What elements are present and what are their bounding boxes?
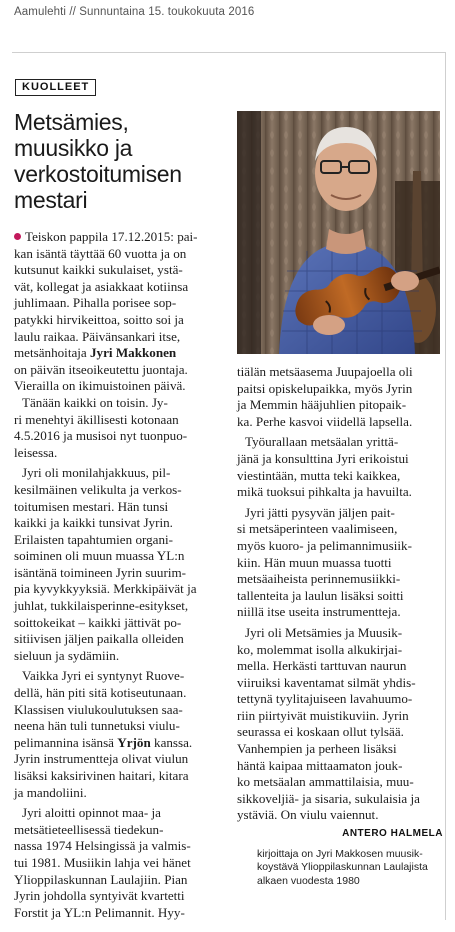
text-line: häntä kaipaa mittaamaton jouk-	[237, 757, 403, 773]
text-line: toitumisen mestari. Hän tunsi	[14, 498, 169, 514]
text-line: pia kyvykkyyksiä. Merkkipäivät ja	[14, 581, 197, 597]
paragraph	[237, 505, 443, 621]
bullet-icon	[14, 233, 21, 240]
text-line: sitiivisen jäljen paikalla olleiden	[14, 631, 184, 647]
text-line: Jyri aloitti opinnot maa- ja	[22, 805, 161, 821]
caption-line: kirjoittaja on Jyri Makkosen muusik-	[257, 847, 423, 860]
caption-line: koystävä Ylioppilaskunnan Laulajista	[257, 861, 428, 874]
text-line: Ylioppilaskunnan Laulajiin. Pian	[14, 871, 188, 887]
text-line: ja mandoliini.	[14, 784, 87, 800]
right-divider	[445, 52, 446, 920]
text-line: metsätieteellisessä tiedekun-	[14, 821, 164, 837]
text-line: seurassa ei koskaan ollut tylsää.	[237, 724, 404, 740]
text-line: ka. Perhe kasvoi viidellä lapsella.	[237, 413, 413, 429]
text-line: Erilaisten tapahtumien organi-	[14, 531, 174, 547]
right-column	[237, 364, 443, 888]
text-fragment: pelimannina isänsä	[14, 734, 118, 750]
lead-line: vät, kollegat ja asiakkaat kotiinsa	[14, 278, 189, 294]
text-line: ystäviä. On viulu vaiennut.	[237, 807, 379, 823]
name-prefix: metsänhoitaja	[14, 345, 90, 361]
paragraph	[237, 625, 443, 824]
father-name: Yrjön	[117, 734, 151, 750]
text-line: Työurallaan metsäalan yrittä-	[245, 434, 399, 450]
text-fragment: kanssa.	[150, 734, 193, 750]
text-line: tallenteita ja laulun lisäksi soitti	[237, 587, 404, 603]
lead-line: kutsunut kaikki sukulaiset, ystä-	[14, 262, 183, 278]
text-line: leisessa.	[14, 444, 58, 460]
text-line: kaikki ja kaikki tunsivat Jyrin.	[14, 515, 173, 531]
text-line: soiminen oli muun muassa YL:n	[14, 548, 185, 564]
text-line: myös kuoro- ja pelimannimusiik-	[237, 537, 412, 553]
text-line: ko, molemmat isolla alkukirjai-	[237, 641, 403, 657]
top-divider	[12, 52, 445, 53]
text-line: nassa 1974 Helsingissä ja valmis-	[14, 838, 191, 854]
text-line: Klassisen viulukoulutuksen saa-	[14, 701, 183, 717]
text-line: niillä itse useita instrumentteja.	[237, 604, 401, 620]
text-line: sieluun ja sydämiin.	[14, 647, 120, 663]
lead-line: juhlimaan. Pihalla porisee sop-	[14, 295, 177, 311]
text-line: ja Memmin hääjuhlien pitopaik-	[237, 397, 407, 413]
text-line: ko metsäalan ammattilaisia, muu-	[237, 774, 414, 790]
lead-first-line: Teiskon pappila 17.12.2015: pai-	[25, 229, 198, 244]
text-line: paitsi opiskelupaikka, myös Jyrin	[237, 380, 413, 396]
text-line: tiälän metsäasema Juupajoella oli	[237, 364, 413, 379]
text-line: Vanhempien ja perheen lisäksi	[237, 741, 397, 757]
headline-line: verkostoitumisen	[14, 161, 182, 187]
text-line: soittokeikat – kaikki jättivät po-	[14, 614, 182, 630]
text-line: Vaikka Jyri ei syntynyt Ruove-	[22, 668, 185, 684]
text-line: Tänään kaikki on toisin. Jy-	[22, 394, 168, 410]
headline-line: mestari	[14, 187, 88, 213]
text-line: si metsäperinteen vaalimiseen,	[237, 521, 398, 537]
deceased-name: Jyri Makkonen	[90, 345, 177, 361]
text-line: Jyri oli monilahjakkuus, pil-	[22, 465, 171, 481]
paragraph	[14, 395, 227, 461]
paragraph	[237, 364, 443, 430]
portrait-with-violin-icon	[237, 111, 440, 354]
paragraph	[14, 805, 227, 921]
lead-paragraph	[14, 229, 227, 395]
paragraph	[14, 465, 227, 664]
lead-line: kan isäntä täyttää 60 vuotta ja on	[14, 245, 187, 261]
lead-line: patykki hirvikeittoa, soitto soi ja	[14, 311, 184, 327]
paragraph	[14, 668, 227, 801]
text-line: Jyrin instrumentteja olivat viulun	[14, 751, 189, 767]
lead-line	[14, 345, 227, 362]
text-line: juhlat, tukkilaisperinne-esitykset,	[14, 598, 189, 614]
paragraph	[237, 434, 443, 500]
left-column	[14, 229, 227, 921]
headline-line: Metsämies,	[14, 109, 129, 135]
author-caption	[237, 848, 443, 889]
text-line: kiin. Hän muun muassa tuotti	[237, 554, 392, 570]
lead-line	[14, 229, 227, 246]
section-label: KUOLLEET	[15, 79, 96, 96]
text-line: tettynä tyylitajuiseen lavahuumo-	[237, 691, 413, 707]
byline: ANTERO HALMELA	[342, 828, 443, 840]
text-line	[14, 735, 227, 752]
text-line: neena hän tuli tunnetuksi viulu-	[14, 718, 180, 734]
text-line: kesilmäinen velikulta ja verkos-	[14, 481, 182, 497]
lead-line: laulu raikaa. Päivänsankari itse,	[14, 328, 181, 344]
text-line: Jyrin johdolla syntyivät kvartetti	[14, 888, 185, 904]
text-line: ri menehtyi äkillisesti kotonaan	[14, 411, 179, 427]
text-line: isäntänä toimineen Jyrin suurim-	[14, 564, 187, 580]
lead-line: Vieraillа on ikimuistoinen päivä.	[14, 378, 186, 394]
caption-line: alkaen vuodesta 1980	[257, 874, 360, 887]
text-line: Jyri oli Metsämies ja Muusik-	[245, 624, 403, 640]
headline	[14, 109, 229, 213]
text-line: Forstit ja YL:n Pelimannit. Hyy-	[14, 904, 185, 920]
text-line: sikkoveljiä- ja sisaria, sukulaisia ja	[237, 790, 420, 806]
text-line: mikä tuoksui pihkalta ja havuilta.	[237, 484, 412, 500]
text-line: metsäaiheista perinnemusiikki-	[237, 571, 401, 587]
publication-header: Aamulehti // Sunnuntaina 15. toukokuuta 2016	[14, 6, 255, 18]
text-line: jänä ja konsulttina Jyri erikoistui	[237, 450, 409, 466]
text-line: viestintään, mutta teki kaikkea,	[237, 467, 401, 483]
text-line: viiruiksi kaventamat silmät yhdis-	[237, 674, 416, 690]
text-line: riin piirtyivät muistikuviin. Jyrin	[237, 707, 409, 723]
text-line: Jyri jätti pysyvän jäljen pait-	[245, 504, 395, 520]
text-line: 4.5.2016 ja musisoi nyt tuonpuo-	[14, 428, 188, 444]
headline-line: muusikko ja	[14, 135, 133, 161]
text-line: dellä, hän piti sitä kotiseutunaan.	[14, 685, 187, 701]
text-line: lisäksi kaksirivinen haitari, kitara	[14, 768, 189, 783]
text-line: tui 1981. Musiikin lahja vei hänet	[14, 854, 191, 870]
text-line: mella. Herkästi tarttuvan naurun	[237, 658, 407, 674]
lead-line: on päivän itseoikeutettu juontaja.	[14, 361, 188, 377]
